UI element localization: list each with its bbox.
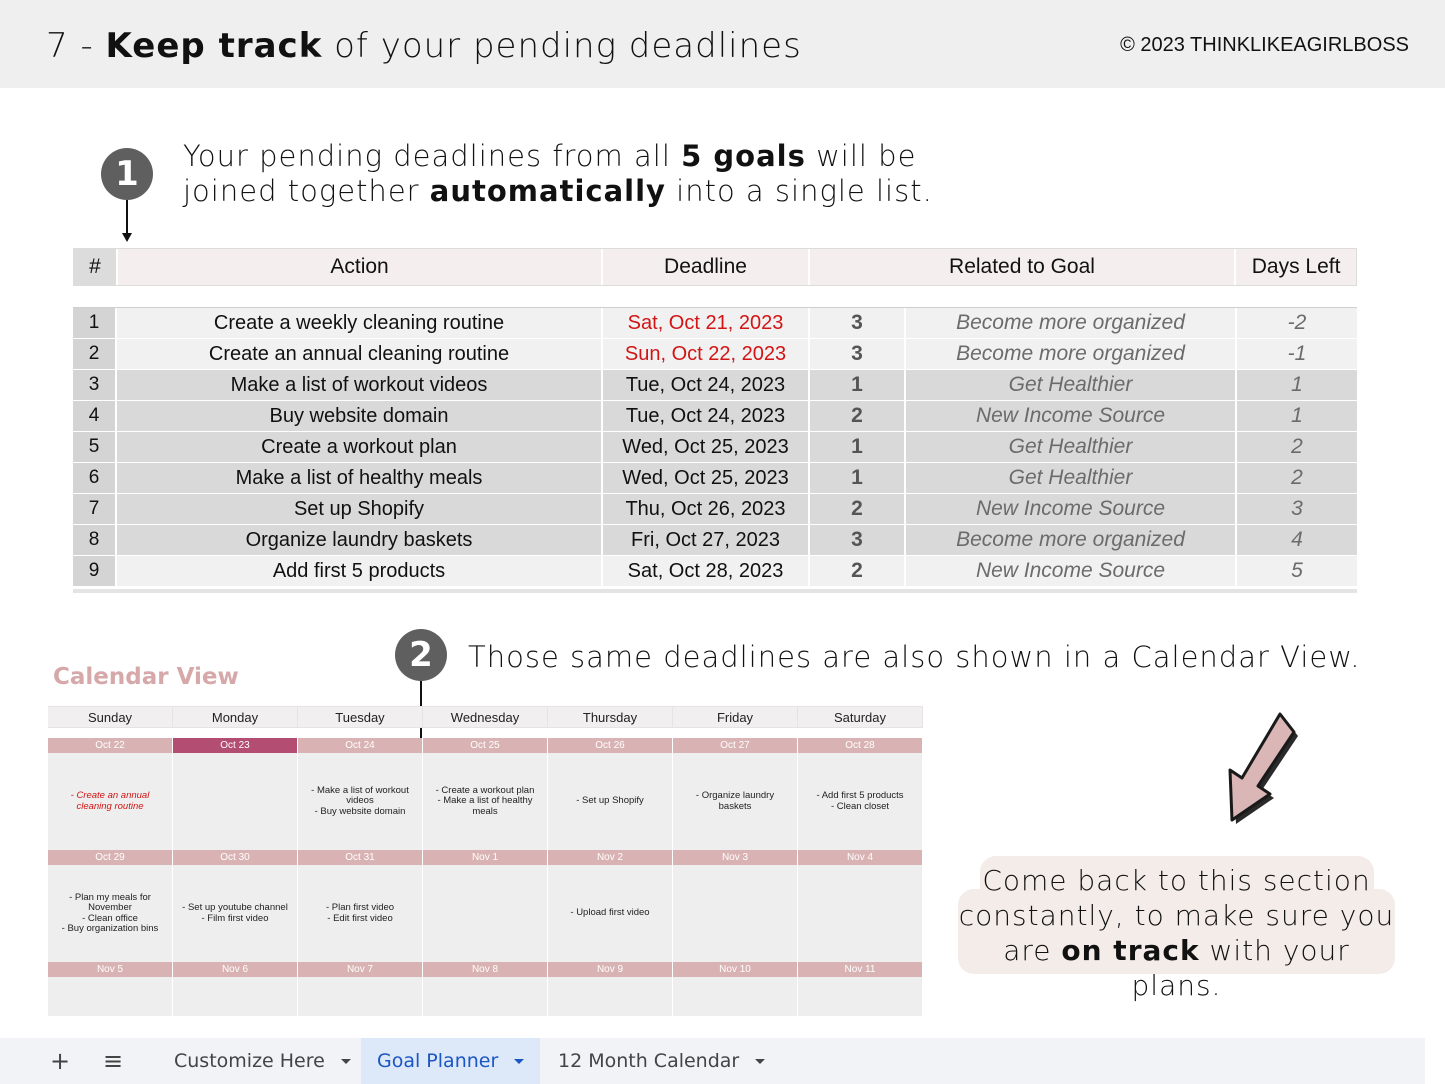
row-goal[interactable]: New Income Source bbox=[906, 401, 1237, 431]
row-priority[interactable]: 3 bbox=[810, 308, 906, 338]
weekday-label: Monday bbox=[173, 707, 298, 727]
calendar-date-row bbox=[48, 850, 923, 865]
section2-text: Those same deadlines are also shown in a Calendar View. bbox=[468, 640, 1361, 674]
calendar-day-cell[interactable] bbox=[548, 977, 673, 1016]
callout-line-3a: are bbox=[1003, 934, 1062, 967]
table-row[interactable] bbox=[73, 525, 1357, 556]
calendar-date: Oct 28 bbox=[798, 738, 923, 753]
row-deadline[interactable]: Sun, Oct 22, 2023 bbox=[603, 339, 810, 369]
step-2-badge: 2 bbox=[395, 629, 447, 681]
calendar-cell-row bbox=[48, 865, 923, 962]
callout-line-3b: on track bbox=[1061, 934, 1200, 967]
calendar-date: Oct 23 bbox=[173, 738, 298, 753]
intro-e: automatically bbox=[429, 174, 666, 208]
row-days-left[interactable]: 2 bbox=[1237, 463, 1357, 493]
row-priority[interactable]: 1 bbox=[810, 432, 906, 462]
row-goal[interactable]: New Income Source bbox=[906, 556, 1237, 586]
calendar-date-row bbox=[48, 962, 923, 977]
row-deadline[interactable]: Tue, Oct 24, 2023 bbox=[603, 370, 810, 400]
calendar-date: Nov 5 bbox=[48, 962, 173, 977]
row-days-left[interactable]: -2 bbox=[1237, 308, 1357, 338]
step-label: 7 - bbox=[46, 26, 94, 66]
calendar-date: Oct 22 bbox=[48, 738, 173, 753]
tab-label: Goal Planner bbox=[377, 1050, 499, 1072]
calendar-day-cell[interactable]: - Add first 5 products - Clean closet bbox=[798, 753, 923, 850]
calendar-view bbox=[48, 706, 923, 975]
title-rest: of your pending deadlines bbox=[334, 26, 802, 66]
calendar-day-cell[interactable]: - Organize laundry baskets bbox=[673, 753, 798, 850]
intro-c: will be bbox=[805, 139, 917, 173]
row-days-left[interactable]: 1 bbox=[1237, 370, 1357, 400]
weekday-label: Tuesday bbox=[298, 707, 423, 727]
calendar-cell-row bbox=[48, 977, 923, 1016]
chevron-down-icon[interactable] bbox=[755, 1059, 765, 1064]
intro-d: joined together bbox=[183, 174, 430, 208]
row-priority[interactable]: 2 bbox=[810, 401, 906, 431]
calendar-date: Oct 24 bbox=[298, 738, 423, 753]
calendar-date-row bbox=[48, 738, 923, 753]
row-days-left[interactable]: 3 bbox=[1237, 494, 1357, 524]
row-goal[interactable]: Get Healthier bbox=[906, 463, 1237, 493]
weekday-label: Sunday bbox=[48, 707, 173, 727]
table-row[interactable] bbox=[73, 494, 1357, 525]
row-priority[interactable]: 2 bbox=[810, 556, 906, 586]
header-deadline[interactable]: Deadline bbox=[603, 249, 810, 285]
row-priority[interactable]: 1 bbox=[810, 370, 906, 400]
calendar-date: Oct 29 bbox=[48, 850, 173, 865]
row-action[interactable]: Create a workout plan bbox=[117, 432, 603, 462]
row-deadline[interactable]: Wed, Oct 25, 2023 bbox=[603, 432, 810, 462]
tab-12-month-calendar[interactable] bbox=[542, 1038, 781, 1084]
intro-f: into a single list. bbox=[665, 174, 933, 208]
calendar-date: Nov 11 bbox=[798, 962, 923, 977]
pointing-arrow-icon bbox=[1222, 712, 1306, 830]
row-days-left[interactable]: -1 bbox=[1237, 339, 1357, 369]
calendar-date: Nov 3 bbox=[673, 850, 798, 865]
row-days-left[interactable]: 5 bbox=[1237, 556, 1357, 586]
row-days-left[interactable]: 2 bbox=[1237, 432, 1357, 462]
intro-a: Your pending deadlines from all bbox=[183, 139, 682, 173]
add-sheet-button[interactable]: + bbox=[49, 1047, 71, 1075]
calendar-day-cell[interactable]: - Set up Shopify bbox=[548, 753, 673, 850]
header-goal[interactable]: Related to Goal bbox=[810, 249, 1236, 285]
table-cutoff-row bbox=[73, 589, 1357, 593]
calendar-week bbox=[48, 962, 923, 1016]
row-deadline[interactable]: Sat, Oct 21, 2023 bbox=[603, 308, 810, 338]
callout-line-2: constantly, to make sure you bbox=[958, 899, 1395, 932]
weekday-label: Thursday bbox=[548, 707, 673, 727]
row-goal[interactable]: Become more organized bbox=[906, 525, 1237, 555]
calendar-week bbox=[48, 850, 923, 962]
table-body bbox=[73, 307, 1357, 587]
row-number[interactable]: 4 bbox=[73, 401, 117, 431]
row-goal[interactable]: Become more organized bbox=[906, 339, 1237, 369]
row-priority[interactable]: 1 bbox=[810, 463, 906, 493]
header-action[interactable]: Action bbox=[118, 249, 603, 285]
tab-customize-here[interactable] bbox=[158, 1038, 367, 1084]
calendar-day-cell[interactable]: - Make a list of workout videos - Buy website domain bbox=[298, 753, 423, 850]
callout-text bbox=[958, 863, 1395, 1003]
calendar-date: Nov 9 bbox=[548, 962, 673, 977]
all-sheets-menu-icon[interactable]: ≡ bbox=[102, 1047, 124, 1075]
calendar-cell-row bbox=[48, 753, 923, 850]
calendar-date: Nov 4 bbox=[798, 850, 923, 865]
step-1-arrow-head bbox=[122, 233, 132, 242]
row-deadline[interactable]: Wed, Oct 25, 2023 bbox=[603, 463, 810, 493]
table-row[interactable] bbox=[73, 432, 1357, 463]
step-1-badge: 1 bbox=[101, 148, 153, 200]
row-number[interactable]: 6 bbox=[73, 463, 117, 493]
calendar-day-cell[interactable] bbox=[298, 977, 423, 1016]
row-number[interactable]: 7 bbox=[73, 494, 117, 524]
calendar-date: Nov 2 bbox=[548, 850, 673, 865]
table-row[interactable] bbox=[73, 308, 1357, 339]
calendar-day-cell[interactable] bbox=[423, 865, 548, 962]
weekday-label: Friday bbox=[673, 707, 798, 727]
calendar-date: Nov 7 bbox=[298, 962, 423, 977]
row-goal[interactable]: Get Healthier bbox=[906, 370, 1237, 400]
calendar-day-cell[interactable]: - Create an annual cleaning routine bbox=[48, 753, 173, 850]
calendar-weekday-header bbox=[48, 706, 923, 728]
row-priority[interactable]: 3 bbox=[810, 339, 906, 369]
row-action[interactable]: Create an annual cleaning routine bbox=[117, 339, 603, 369]
row-action[interactable]: Set up Shopify bbox=[117, 494, 603, 524]
row-goal[interactable]: New Income Source bbox=[906, 494, 1237, 524]
callout-line-3c: with your plans. bbox=[1131, 934, 1350, 1002]
calendar-day-cell[interactable] bbox=[423, 977, 548, 1016]
title-bold: Keep track bbox=[105, 26, 323, 66]
calendar-day-cell[interactable]: - Plan my meals for November - Clean office - Buy organization bins bbox=[48, 865, 173, 962]
row-goal[interactable]: Get Healthier bbox=[906, 432, 1237, 462]
row-number[interactable]: 2 bbox=[73, 339, 117, 369]
calendar-date: Nov 6 bbox=[173, 962, 298, 977]
header-num[interactable]: # bbox=[74, 249, 118, 285]
calendar-day-cell[interactable]: - Create a workout plan - Make a list of healthy meals bbox=[423, 753, 548, 850]
calendar-day-cell[interactable]: - Upload first video bbox=[548, 865, 673, 962]
row-action[interactable]: Add first 5 products bbox=[117, 556, 603, 586]
table-row[interactable] bbox=[73, 401, 1357, 432]
calendar-date: Oct 30 bbox=[173, 850, 298, 865]
copyright-text: © 2023 THINKLIKEAGIRLBOSS bbox=[1120, 34, 1409, 56]
weekday-label: Wednesday bbox=[423, 707, 548, 727]
calendar-day-cell[interactable] bbox=[173, 753, 298, 850]
sheet-tab-bar bbox=[0, 1038, 1425, 1084]
step-1-arrow bbox=[126, 200, 128, 234]
calendar-date: Oct 27 bbox=[673, 738, 798, 753]
row-deadline[interactable]: Fri, Oct 27, 2023 bbox=[603, 525, 810, 555]
row-goal[interactable]: Become more organized bbox=[906, 308, 1237, 338]
calendar-date: Oct 25 bbox=[423, 738, 548, 753]
row-deadline[interactable]: Thu, Oct 26, 2023 bbox=[603, 494, 810, 524]
row-days-left[interactable]: 1 bbox=[1237, 401, 1357, 431]
row-action[interactable]: Buy website domain bbox=[117, 401, 603, 431]
row-priority[interactable]: 3 bbox=[810, 525, 906, 555]
intro-b: 5 goals bbox=[681, 139, 806, 173]
table-row[interactable] bbox=[73, 339, 1357, 370]
chevron-down-icon[interactable] bbox=[341, 1059, 351, 1064]
tab-label: 12 Month Calendar bbox=[558, 1050, 740, 1072]
row-deadline[interactable]: Sat, Oct 28, 2023 bbox=[603, 556, 810, 586]
tab-label: Customize Here bbox=[174, 1050, 325, 1072]
callout-box bbox=[958, 856, 1395, 1002]
callout-line-1: Come back to this section bbox=[982, 864, 1371, 897]
calendar-day-cell[interactable] bbox=[798, 865, 923, 962]
row-action[interactable]: Make a list of healthy meals bbox=[117, 463, 603, 493]
row-number[interactable]: 3 bbox=[73, 370, 117, 400]
calendar-day-cell[interactable]: - Plan first video - Edit first video bbox=[298, 865, 423, 962]
row-priority[interactable]: 2 bbox=[810, 494, 906, 524]
calendar-day-cell[interactable] bbox=[173, 977, 298, 1016]
tab-goal-planner[interactable] bbox=[361, 1038, 540, 1084]
calendar-day-cell[interactable]: - Set up youtube channel - Film first video bbox=[173, 865, 298, 962]
row-action[interactable]: Make a list of workout videos bbox=[117, 370, 603, 400]
calendar-date: Oct 26 bbox=[548, 738, 673, 753]
calendar-date: Oct 31 bbox=[298, 850, 423, 865]
calendar-date: Nov 8 bbox=[423, 962, 548, 977]
calendar-day-cell[interactable] bbox=[48, 977, 173, 1016]
calendar-date: Nov 1 bbox=[423, 850, 548, 865]
table-header bbox=[73, 248, 1357, 286]
deadlines-table bbox=[73, 248, 1357, 582]
page-header bbox=[0, 0, 1445, 88]
calendar-day-cell[interactable] bbox=[673, 977, 798, 1016]
table-row[interactable] bbox=[73, 370, 1357, 401]
header-days-left[interactable]: Days Left bbox=[1251, 255, 1341, 278]
calendar-day-cell[interactable] bbox=[673, 865, 798, 962]
calendar-week bbox=[48, 738, 923, 850]
row-number[interactable]: 5 bbox=[73, 432, 117, 462]
row-number[interactable]: 8 bbox=[73, 525, 117, 555]
calendar-date: Nov 10 bbox=[673, 962, 798, 977]
row-days-left[interactable]: 4 bbox=[1237, 525, 1357, 555]
row-number[interactable]: 9 bbox=[73, 556, 117, 586]
table-row[interactable] bbox=[73, 556, 1357, 587]
row-deadline[interactable]: Tue, Oct 24, 2023 bbox=[603, 401, 810, 431]
weekday-label: Saturday bbox=[798, 707, 923, 727]
calendar-day-cell[interactable] bbox=[798, 977, 923, 1016]
row-action[interactable]: Create a weekly cleaning routine bbox=[117, 308, 603, 338]
table-row[interactable] bbox=[73, 463, 1357, 494]
calendar-title: Calendar View bbox=[53, 664, 239, 690]
row-action[interactable]: Organize laundry baskets bbox=[117, 525, 603, 555]
chevron-down-icon[interactable] bbox=[514, 1059, 524, 1064]
row-number[interactable]: 1 bbox=[73, 308, 117, 338]
section1-text bbox=[183, 139, 933, 209]
page-title bbox=[46, 26, 802, 66]
